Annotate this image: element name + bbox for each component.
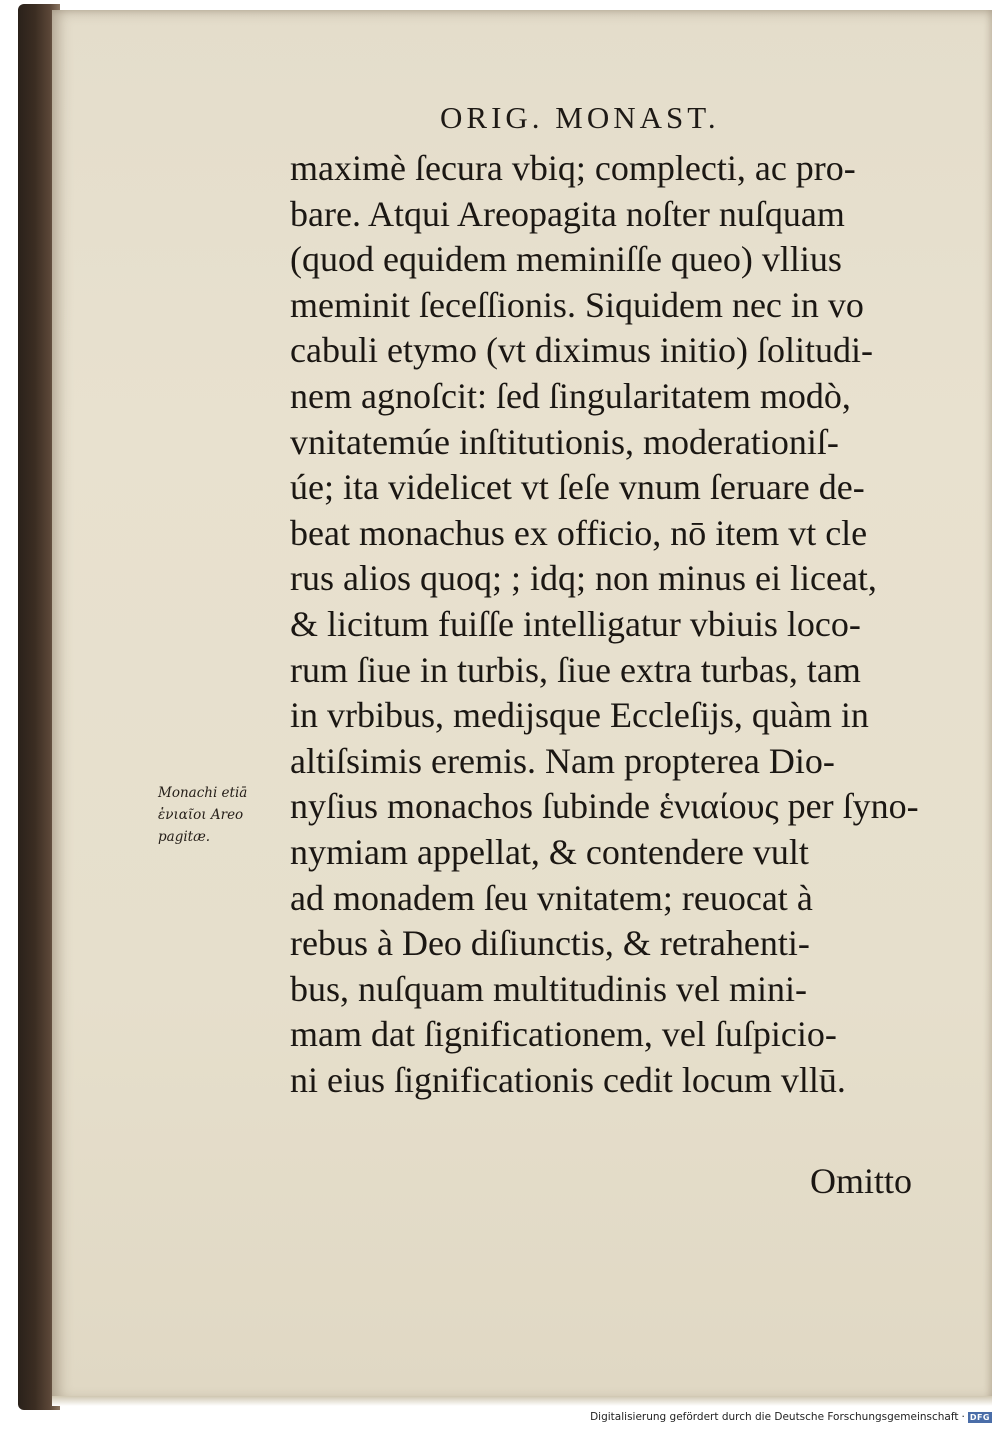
text-line: rus alios quoq; ; idq; non minus ei liceat, [290,558,877,599]
text-line: bare. Atqui Areopagita noſter nuſquam [290,193,845,234]
text-line: vnitatemúe inſtitutionis, moderationiſ- [290,421,839,462]
text-line: meminit ſeceſſionis. Siquidem nec in vo [290,284,864,325]
text-line: in vrbibus, medijsque Eccleſijs, quàm in [290,695,869,736]
digitization-footer [590,1411,992,1423]
text-line: altiſsimis eremis. Nam propterea Dio- [290,740,835,781]
text-line: úe; ita videlicet vt ſeſe vnum ſeruare de- [290,467,865,508]
marginal-note [158,782,298,848]
marginal-note-line: pagitæ. [158,829,211,845]
catchword: Omitto [810,1161,913,1201]
marginal-note-line: Monachi etiā [158,785,248,801]
text-line: rebus à Deo diſiunctis, & retrahenti- [290,923,810,964]
text-line: maximè ſecura vbiq; complecti, ac pro- [290,148,856,188]
footer-credit-text: Digitalisierung gefördert durch die Deutsche Forschungsgemeinschaft [590,1411,959,1423]
text-line: beat monachus ex officio, nō item vt cle [290,512,868,553]
text-line: cabuli etymo (vt diximus initio) ſolitudi- [290,330,873,371]
text-line: nem agnoſcit: ſed ſingularitatem modò, [290,375,851,416]
text-line: nymiam appellat, & contendere vult [290,831,809,872]
text-line: & licitum fuiſſe intelligatur vbiuis loco- [290,603,861,644]
text-line: bus, nuſquam multitudinis vel mini- [290,968,807,1009]
text-line: rum ſiue in turbis, ſiue extra turbas, tam [290,649,861,690]
text-line: nyſius monachos ſubinde ἑνιαίους per ſyno- [290,786,919,827]
body-text [290,146,960,1103]
page-shadow [52,1396,992,1406]
text-line: mam dat ſignificationem, vel ſuſpicio- [290,1014,837,1055]
text-line: ni eius ſignificationis cedit locum vllū. [290,1059,846,1100]
text-line: ad monadem ſeu vnitatem; reuocat à [290,877,813,918]
footer-separator: · [961,1411,965,1423]
running-head: ORIG. MONAST. [440,100,720,135]
dfg-logo-icon: DFG [969,1412,990,1422]
text-line: (quod equidem meminiſſe queo) vllius [290,239,842,280]
marginal-note-line: ἑνιαῖοι Areo [158,807,244,823]
